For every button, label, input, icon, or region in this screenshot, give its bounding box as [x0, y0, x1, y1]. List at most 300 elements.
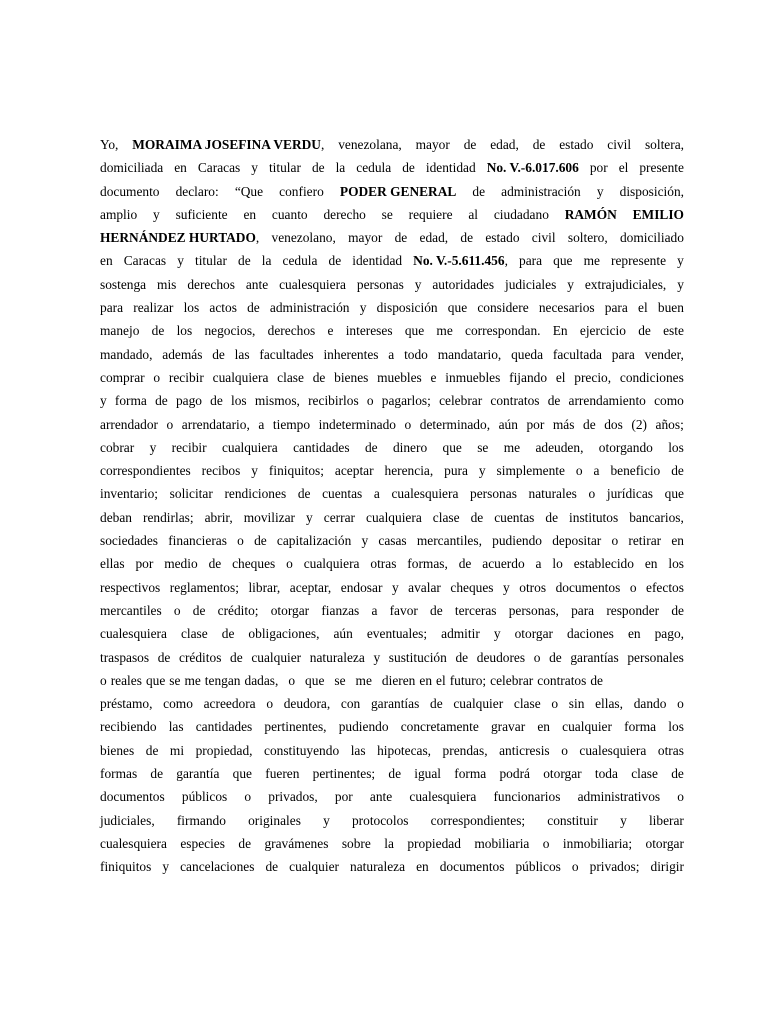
document-word-text: capitalización	[276, 533, 352, 549]
document-word-text: buen	[657, 300, 684, 316]
document-word	[583, 413, 596, 436]
document-word-text: cualesquiera	[100, 626, 167, 642]
document-word-text: lo	[552, 556, 563, 572]
document-word	[265, 762, 299, 785]
document-word-text: edad,	[490, 137, 519, 152]
document-word	[212, 343, 225, 366]
document-word	[419, 669, 432, 692]
document-word	[547, 809, 598, 832]
document-word-text: o	[575, 463, 583, 479]
document-word	[595, 692, 623, 715]
document-word-text: fianzas	[321, 602, 360, 618]
document-line	[100, 739, 684, 762]
document-word-text: de	[547, 393, 561, 409]
document-word	[308, 389, 359, 412]
document-word-text: daciones	[567, 626, 614, 642]
document-word-text: de	[238, 835, 252, 851]
document-word	[124, 249, 166, 272]
document-word	[607, 133, 631, 156]
document-word	[143, 506, 194, 529]
document-word-text: de	[590, 672, 603, 688]
document-word-text: las	[234, 346, 250, 362]
document-word-text: e	[327, 323, 334, 339]
document-word	[244, 785, 251, 808]
document-word-text: y	[677, 253, 684, 269]
document-word	[492, 529, 542, 552]
document-word	[568, 226, 608, 249]
document-word-text: y	[620, 812, 627, 828]
document-word	[146, 669, 165, 692]
document-line	[100, 832, 684, 855]
document-word-text: recibirlos	[308, 393, 359, 409]
document-word	[269, 156, 301, 179]
document-word-text: bienes	[100, 742, 135, 758]
document-word	[340, 180, 456, 203]
document-word	[177, 809, 226, 832]
document-word-text: facultades	[259, 346, 314, 362]
document-line	[100, 529, 684, 552]
document-word	[100, 459, 191, 482]
document-word-text: derechos	[267, 323, 316, 339]
document-word-text: intereses	[345, 323, 393, 339]
document-word	[668, 436, 684, 459]
document-word-text: de	[364, 439, 378, 455]
document-word	[584, 249, 600, 272]
document-word-text: financieras	[168, 533, 227, 549]
document-word	[511, 343, 543, 366]
document-word-text: a	[593, 463, 600, 479]
document-word-text: me	[355, 672, 372, 688]
document-word	[270, 296, 350, 319]
document-word-text: solicitar	[169, 486, 213, 502]
document-word-text: sobre	[341, 835, 371, 851]
document-word-text: sin	[568, 696, 585, 712]
document-word	[629, 506, 684, 529]
document-word	[100, 156, 163, 179]
document-word	[100, 343, 152, 366]
document-word	[671, 459, 684, 482]
document-word	[624, 715, 656, 738]
document-word	[245, 669, 279, 692]
document-word	[198, 156, 240, 179]
document-word-text: más	[552, 416, 575, 432]
document-word-text: pertinentes,	[264, 719, 327, 735]
document-word-text: de	[463, 137, 477, 152]
document-word-text: los	[183, 300, 200, 316]
document-word	[100, 599, 162, 622]
document-word-text: de	[545, 509, 559, 525]
document-word	[341, 692, 360, 715]
document-word	[286, 552, 293, 575]
document-word	[619, 156, 629, 179]
document-word	[671, 599, 684, 622]
document-word-text: de	[151, 323, 165, 339]
document-word	[170, 576, 239, 599]
document-word-text: pertinentes;	[312, 766, 376, 782]
document-word	[371, 692, 419, 715]
document-word	[519, 249, 542, 272]
document-word	[533, 133, 546, 156]
document-word-text: negocios,	[204, 323, 256, 339]
document-word	[100, 273, 146, 296]
document-word	[477, 296, 528, 319]
document-word-text: derecho	[323, 206, 366, 222]
document-word	[537, 669, 586, 692]
document-word-text: y	[251, 463, 258, 479]
document-word	[515, 855, 560, 878]
document-word-text: privados,	[268, 789, 318, 805]
document-word	[238, 249, 251, 272]
document-word-text: casas	[378, 533, 407, 549]
document-word-text: públicos	[515, 859, 561, 875]
document-word-punctuation: ,	[320, 137, 325, 152]
document-word-text: de	[312, 369, 326, 385]
document-word	[402, 156, 415, 179]
document-word-text: personas	[356, 276, 404, 292]
document-word	[543, 762, 581, 785]
document-word	[407, 832, 461, 855]
document-word-text: titular	[268, 160, 301, 176]
document-word	[645, 552, 658, 575]
document-word-text: forma	[624, 719, 657, 735]
document-word	[627, 646, 684, 669]
document-word	[115, 389, 147, 412]
document-word	[169, 669, 180, 692]
document-word	[639, 156, 684, 179]
document-word-text: recibir	[171, 439, 207, 455]
document-word	[371, 599, 377, 622]
document-word	[389, 646, 447, 669]
document-word	[567, 622, 614, 645]
document-word-text: hipotecas,	[377, 742, 432, 758]
document-word	[645, 343, 684, 366]
document-word	[420, 413, 490, 436]
document-word	[444, 459, 468, 482]
document-word	[655, 622, 684, 645]
document-word	[580, 319, 626, 342]
document-word-text: recibir	[168, 369, 204, 385]
document-word	[100, 133, 118, 156]
document-word-text: edad,	[419, 230, 449, 246]
document-word-text: o	[100, 672, 107, 688]
document-word-text: PODER GENERAL	[339, 183, 457, 199]
document-word	[224, 482, 286, 505]
document-word	[100, 622, 167, 645]
document-word-text: de	[430, 696, 443, 712]
document-word	[202, 459, 241, 482]
document-word	[196, 715, 253, 738]
document-word	[443, 739, 488, 762]
document-line	[100, 715, 684, 738]
document-word-text: otras	[370, 556, 397, 572]
document-word-text: los	[668, 719, 684, 735]
document-word	[100, 366, 145, 389]
document-word-text: Yo,	[100, 137, 119, 152]
document-word	[319, 413, 396, 436]
document-word	[339, 715, 389, 738]
document-word	[590, 669, 603, 692]
document-word	[180, 832, 225, 855]
document-word	[553, 413, 575, 436]
document-word-text: correspondan.	[465, 323, 541, 339]
document-word-text: documentos	[439, 859, 505, 875]
document-word	[333, 622, 352, 645]
document-word	[100, 203, 137, 226]
document-word-text: terceras	[454, 602, 497, 618]
document-word-text: de	[455, 649, 469, 665]
document-word-text: deban	[100, 509, 132, 525]
document-word	[370, 552, 396, 575]
document-word	[230, 646, 243, 669]
document-word-text: establecido	[573, 556, 634, 572]
document-word-text: recibiendo	[100, 719, 157, 735]
document-word	[472, 180, 485, 203]
document-word-text: mi	[169, 742, 185, 758]
document-word-text: muebles	[377, 369, 422, 385]
document-word	[536, 552, 542, 575]
document-word	[169, 366, 204, 389]
document-word-text: Caracas	[123, 253, 167, 269]
document-word-text: y	[162, 859, 170, 875]
document-word	[237, 529, 244, 552]
document-word-text: dos	[604, 416, 623, 432]
document-word-text: ciudadano	[493, 206, 549, 222]
document-word	[571, 599, 594, 622]
document-word	[620, 366, 684, 389]
document-word	[352, 249, 402, 272]
document-word-text: endosar	[340, 579, 383, 595]
document-line	[100, 482, 684, 505]
document-word-text: cualquier	[289, 859, 339, 875]
document-word-text: responder	[606, 602, 660, 618]
document-word	[272, 226, 336, 249]
document-word-text: RAMÓN	[564, 206, 617, 222]
document-word	[413, 249, 508, 272]
document-word	[100, 389, 107, 412]
document-word-text: cualquier	[251, 649, 302, 665]
document-word-text: tengan	[204, 672, 241, 688]
document-word	[205, 669, 241, 692]
document-word-text: domiciliado	[619, 230, 684, 246]
document-word-text: comprar	[100, 369, 145, 385]
document-word	[440, 855, 505, 878]
document-word	[262, 249, 272, 272]
document-word-text: sostenga	[100, 276, 147, 292]
document-word-text: y	[493, 626, 501, 642]
document-word	[342, 832, 371, 855]
document-word	[607, 482, 653, 505]
document-word	[479, 459, 486, 482]
document-word	[378, 529, 406, 552]
document-word-text: el	[618, 160, 629, 176]
document-word	[133, 296, 173, 319]
document-word	[181, 622, 208, 645]
document-word-text: de	[155, 393, 168, 409]
document-word-text: cancelaciones	[180, 859, 255, 875]
document-word-text: originales	[248, 812, 301, 828]
document-word-text: de	[208, 556, 222, 572]
document-word	[313, 762, 375, 785]
document-word-text: disposición	[376, 300, 438, 316]
document-word	[416, 855, 429, 878]
document-word-text: correspondientes	[100, 463, 191, 479]
document-word	[259, 343, 313, 366]
document-word-text: que	[305, 672, 325, 688]
document-word	[176, 180, 219, 203]
document-word-text: las	[168, 719, 184, 735]
document-word	[356, 156, 391, 179]
document-word-text: clase	[432, 509, 460, 525]
document-word	[100, 669, 107, 692]
document-word	[630, 576, 637, 599]
document-word-text: personales	[627, 649, 684, 665]
document-word-text: o	[629, 579, 637, 595]
document-word	[100, 762, 137, 785]
document-word-text: de	[221, 626, 235, 642]
document-line	[100, 552, 684, 575]
document-line	[100, 646, 684, 669]
document-word	[177, 319, 193, 342]
document-word-text: mercantiles	[100, 602, 162, 618]
document-word-text: dando	[633, 696, 667, 712]
document-word	[445, 366, 500, 389]
document-word	[405, 413, 412, 436]
document-word-text: por	[334, 789, 353, 805]
document-word	[604, 413, 623, 436]
document-word-text: por	[135, 556, 154, 572]
document-word	[266, 692, 273, 715]
document-word-text: vender,	[644, 346, 684, 362]
document-word-text: represente	[611, 253, 667, 269]
document-word-text: domiciliada	[100, 160, 164, 176]
document-word-text: favor	[389, 602, 418, 618]
document-word-text: eventuales;	[366, 626, 428, 642]
document-word	[388, 762, 401, 785]
document-word	[204, 319, 255, 342]
document-word	[534, 646, 541, 669]
document-word-text: y	[153, 206, 160, 222]
document-word	[271, 599, 309, 622]
document-word	[174, 599, 181, 622]
document-word	[328, 319, 334, 342]
document-word	[552, 552, 562, 575]
document-word-text: anticresis	[499, 742, 550, 758]
document-word	[209, 552, 222, 575]
document-word	[265, 855, 278, 878]
document-line	[100, 226, 684, 249]
document-word-text: otros	[519, 579, 547, 595]
document-word	[404, 343, 428, 366]
document-word-text: mismos,	[254, 393, 300, 409]
document-word	[638, 296, 648, 319]
document-word-text: como	[654, 393, 684, 409]
document-word	[366, 506, 422, 529]
document-word-text: efectos	[646, 579, 684, 595]
document-word-text: cualquier	[562, 719, 612, 735]
document-word	[493, 785, 560, 808]
document-word	[574, 366, 611, 389]
document-word	[579, 739, 646, 762]
document-word	[244, 506, 295, 529]
document-word-text: o	[533, 649, 541, 665]
document-word	[248, 622, 319, 645]
document-word-text: confiero	[279, 183, 324, 199]
document-word	[455, 599, 497, 622]
document-word	[599, 436, 653, 459]
document-word	[251, 646, 301, 669]
document-word-text: de	[460, 230, 474, 246]
document-word-text: todo	[404, 346, 428, 362]
document-word-text: ellas	[100, 556, 125, 572]
document-word	[658, 739, 684, 762]
document-word-text: ante	[245, 276, 269, 292]
document-word-text: cedula	[356, 160, 392, 176]
document-word	[658, 296, 684, 319]
document-word	[222, 436, 278, 459]
document-word	[574, 552, 634, 575]
document-word-text: y	[100, 393, 107, 409]
document-word	[464, 133, 477, 156]
document-word-text: actos	[209, 300, 237, 316]
document-word	[454, 762, 486, 785]
document-word-text: crédito;	[217, 602, 259, 618]
document-word-text: No. V.-6.017.606	[486, 160, 579, 176]
document-word	[169, 715, 184, 738]
document-word	[279, 180, 324, 203]
document-line	[100, 249, 684, 272]
document-word	[305, 669, 324, 692]
document-word-text: o	[266, 696, 274, 712]
document-word-text: o	[286, 556, 293, 572]
document-word	[677, 785, 684, 808]
document-word	[408, 576, 441, 599]
document-word	[569, 692, 585, 715]
document-word-text: administrativos	[577, 789, 661, 805]
document-word	[634, 692, 667, 715]
document-word-text: garantía	[176, 766, 220, 782]
document-word	[324, 506, 355, 529]
document-word	[233, 762, 252, 785]
document-word	[433, 506, 460, 529]
document-word-text: mayor	[415, 137, 450, 152]
document-word	[646, 576, 684, 599]
document-word	[177, 249, 184, 272]
document-word	[111, 669, 142, 692]
document-word	[439, 389, 482, 412]
document-word	[176, 762, 219, 785]
document-word-text: de	[212, 346, 225, 362]
document-word-text: por	[526, 416, 545, 432]
document-word-text: o	[611, 533, 619, 549]
document-line	[100, 669, 684, 692]
document-word	[293, 436, 350, 459]
document-word	[565, 203, 617, 226]
document-word	[313, 366, 326, 389]
document-word-text: de	[638, 323, 651, 339]
document-word-text: contratos	[537, 672, 587, 688]
document-word	[468, 203, 478, 226]
document-word-text: como	[163, 696, 193, 712]
document-word-text: de	[472, 183, 486, 199]
document-word-text: y	[177, 253, 184, 269]
document-word-text: respectivos	[100, 579, 161, 595]
document-word-text: jurídicas	[606, 486, 653, 502]
document-word-text: pago,	[654, 626, 684, 642]
document-word	[335, 785, 353, 808]
document-word	[377, 296, 438, 319]
document-word	[187, 273, 235, 296]
document-word-text: pudiendo	[338, 719, 389, 735]
